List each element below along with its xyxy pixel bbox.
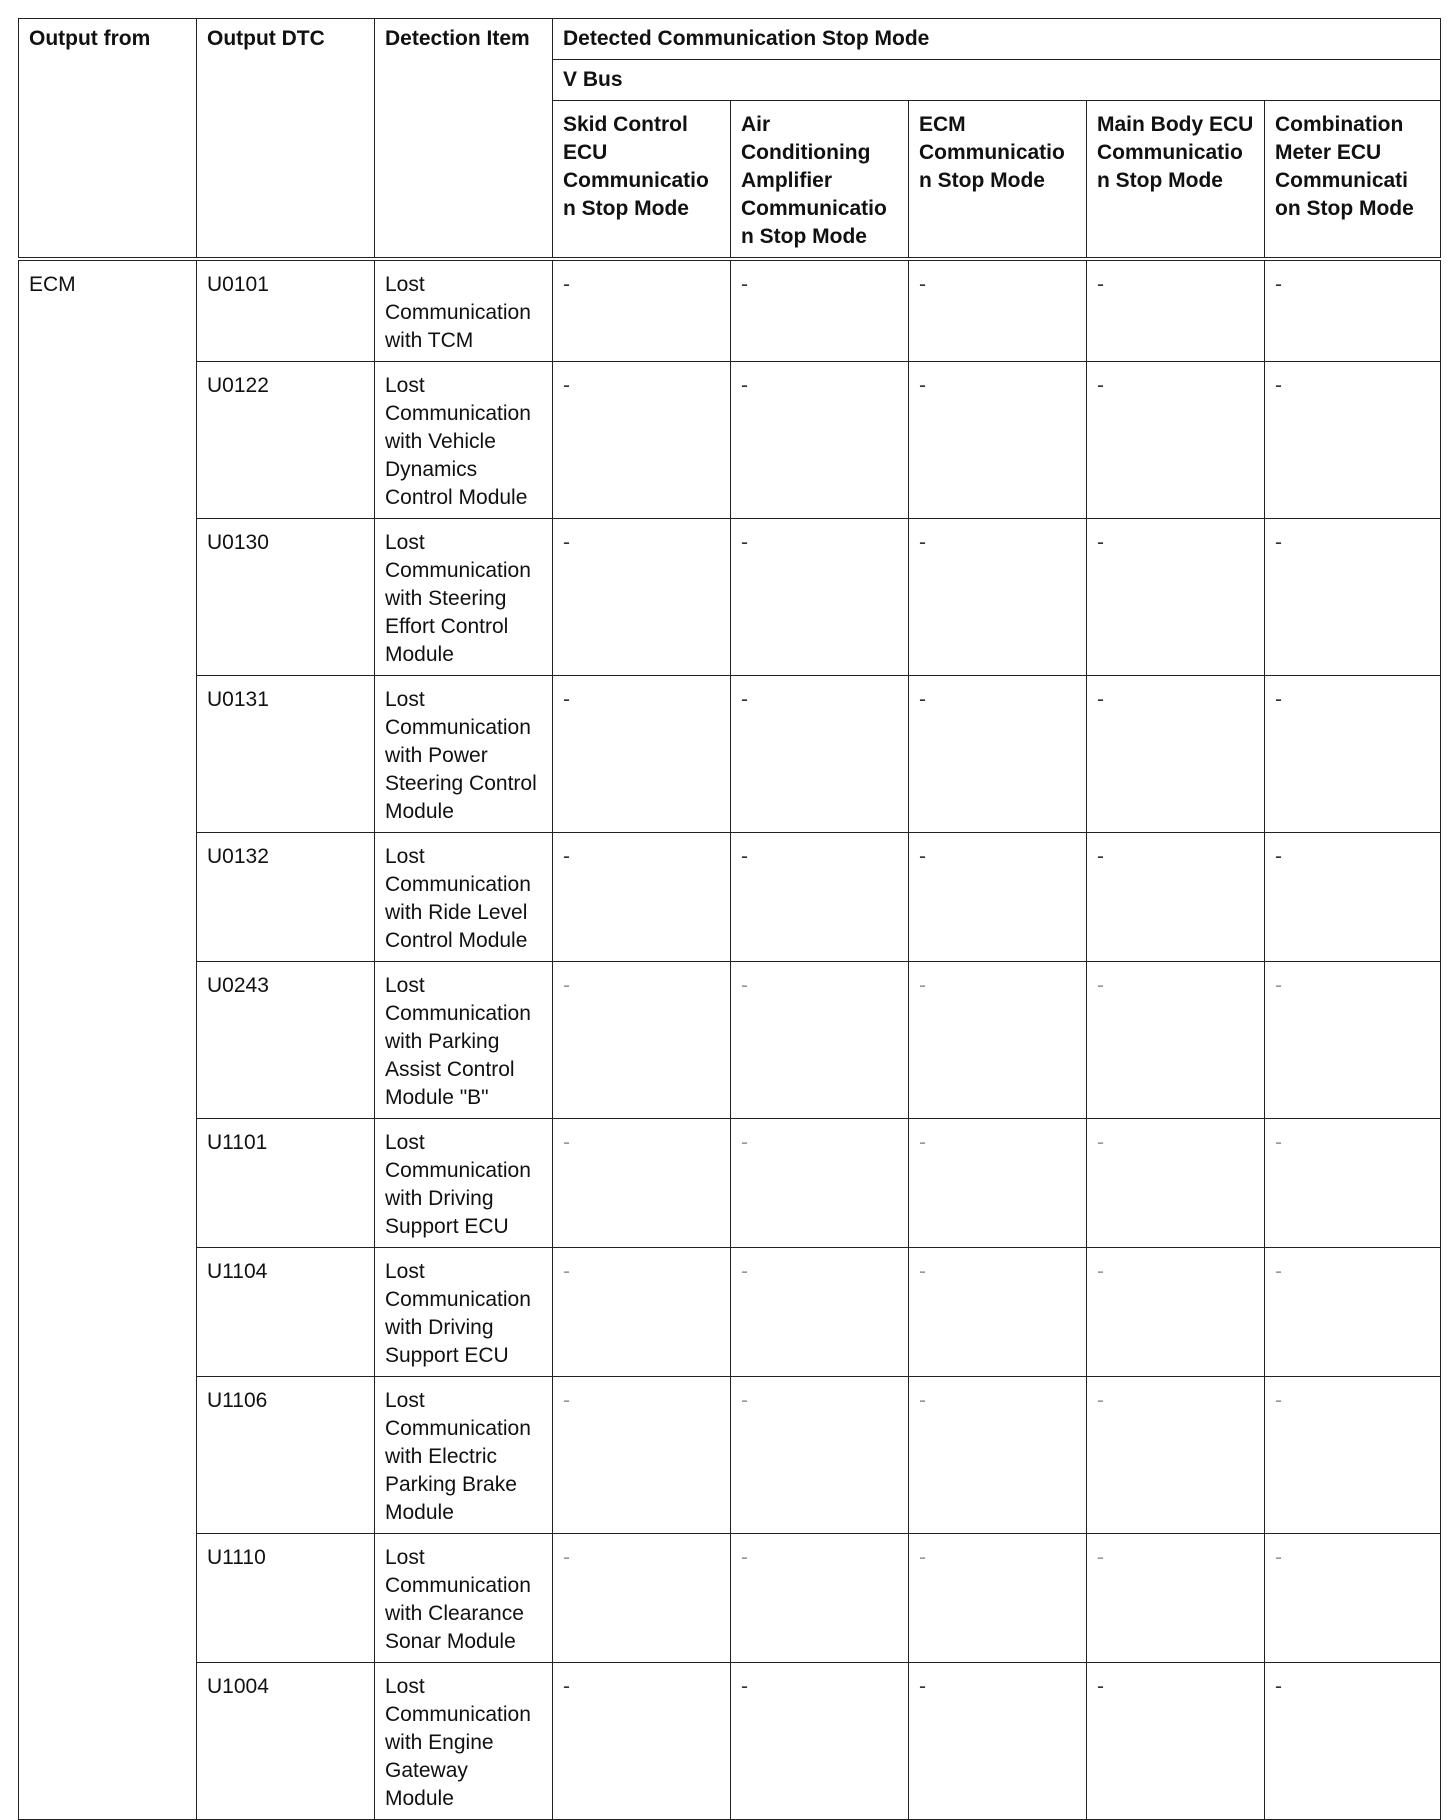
table-row: [19, 519, 1441, 676]
mode-cell: -: [909, 1248, 1087, 1377]
mode-cell: -: [553, 962, 731, 1119]
mode-cell: -: [731, 519, 909, 676]
detection-item-cell: Lost Communication with Engine Gateway Module: [375, 1663, 553, 1820]
table-row: [19, 1534, 1441, 1663]
mode-cell: -: [553, 833, 731, 962]
dtc-cell: U1101: [197, 1119, 375, 1248]
dtc-cell: U1110: [197, 1534, 375, 1663]
mode-cell: -: [1087, 962, 1265, 1119]
table-row: [19, 676, 1441, 833]
mode-cell: -: [909, 259, 1087, 362]
mode-cell: -: [731, 259, 909, 362]
mode-cell: -: [553, 1534, 731, 1663]
table-row: [19, 1377, 1441, 1534]
mode-cell: -: [1265, 833, 1441, 962]
header-output-from: Output from: [19, 19, 197, 260]
mode-cell: -: [731, 1663, 909, 1820]
mode-cell: -: [1265, 1534, 1441, 1663]
output-from-cell: ECM: [19, 259, 197, 1820]
mode-cell: -: [909, 1377, 1087, 1534]
mode-cell: -: [731, 833, 909, 962]
mode-cell: -: [1265, 519, 1441, 676]
mode-cell: -: [553, 1377, 731, 1534]
mode-cell: -: [1087, 1534, 1265, 1663]
header-detected-mode: Detected Communication Stop Mode: [553, 19, 1441, 60]
mode-cell: -: [731, 362, 909, 519]
dtc-cell: U0130: [197, 519, 375, 676]
header-mode-ecm: ECM Communicatio n Stop Mode: [909, 101, 1087, 260]
table-row: [19, 362, 1441, 519]
table-body: [19, 259, 1441, 1820]
table-row: [19, 833, 1441, 962]
mode-cell: -: [1087, 259, 1265, 362]
detection-item-cell: Lost Communication with Clearance Sonar Module: [375, 1534, 553, 1663]
mode-cell: -: [1265, 1663, 1441, 1820]
mode-cell: -: [909, 1663, 1087, 1820]
header-bus: V Bus: [553, 60, 1441, 101]
mode-cell: -: [553, 1663, 731, 1820]
table-row: [19, 259, 1441, 362]
mode-cell: -: [1087, 519, 1265, 676]
mode-cell: -: [1265, 1248, 1441, 1377]
mode-cell: -: [1087, 1663, 1265, 1820]
header-detection-item: Detection Item: [375, 19, 553, 260]
mode-cell: -: [1265, 962, 1441, 1119]
mode-cell: -: [909, 362, 1087, 519]
detection-item-cell: Lost Communication with Ride Level Control Module: [375, 833, 553, 962]
header-mode-skid-control: Skid Control ECU Communicatio n Stop Mode: [553, 101, 731, 260]
mode-cell: -: [909, 962, 1087, 1119]
dtc-cell: U1004: [197, 1663, 375, 1820]
mode-cell: -: [1087, 362, 1265, 519]
mode-cell: -: [1265, 259, 1441, 362]
mode-cell: -: [909, 833, 1087, 962]
mode-cell: -: [909, 1119, 1087, 1248]
header-mode-combination-meter: Combination Meter ECU Communicati on Stop Mode: [1265, 101, 1441, 260]
detection-item-cell: Lost Communication with Driving Support ECU: [375, 1119, 553, 1248]
mode-cell: -: [553, 519, 731, 676]
dtc-cell: U1104: [197, 1248, 375, 1377]
dtc-stop-mode-table: [18, 18, 1441, 1820]
mode-cell: -: [731, 676, 909, 833]
mode-cell: -: [1265, 676, 1441, 833]
dtc-cell: U0122: [197, 362, 375, 519]
detection-item-cell: Lost Communication with Steering Effort Control Module: [375, 519, 553, 676]
mode-cell: -: [553, 676, 731, 833]
detection-item-cell: Lost Communication with Parking Assist Control Module "B": [375, 962, 553, 1119]
mode-cell: -: [1265, 1377, 1441, 1534]
mode-cell: -: [731, 962, 909, 1119]
mode-cell: -: [1265, 1119, 1441, 1248]
mode-cell: -: [909, 676, 1087, 833]
mode-cell: -: [909, 519, 1087, 676]
table-row: [19, 1119, 1441, 1248]
detection-item-cell: Lost Communication with Power Steering Control Module: [375, 676, 553, 833]
mode-cell: -: [553, 259, 731, 362]
header-mode-air-conditioning: Air Conditioning Amplifier Communicatio n Stop Mode: [731, 101, 909, 260]
dtc-cell: U0243: [197, 962, 375, 1119]
mode-cell: -: [731, 1377, 909, 1534]
mode-cell: -: [731, 1534, 909, 1663]
table-row: [19, 1663, 1441, 1820]
mode-cell: -: [553, 1248, 731, 1377]
table-row: [19, 1248, 1441, 1377]
dtc-cell: U0131: [197, 676, 375, 833]
dtc-cell: U0101: [197, 259, 375, 362]
mode-cell: -: [731, 1248, 909, 1377]
detection-item-cell: Lost Communication with Electric Parking Brake Module: [375, 1377, 553, 1534]
table-header: [19, 19, 1441, 260]
mode-cell: -: [553, 1119, 731, 1248]
mode-cell: -: [553, 362, 731, 519]
detection-item-cell: Lost Communication with TCM: [375, 259, 553, 362]
mode-cell: -: [1087, 833, 1265, 962]
table-row: [19, 962, 1441, 1119]
detection-item-cell: Lost Communication with Vehicle Dynamics Control Module: [375, 362, 553, 519]
mode-cell: -: [1087, 1377, 1265, 1534]
dtc-cell: U0132: [197, 833, 375, 962]
mode-cell: -: [1265, 362, 1441, 519]
mode-cell: -: [909, 1534, 1087, 1663]
detection-item-cell: Lost Communication with Driving Support ECU: [375, 1248, 553, 1377]
mode-cell: -: [1087, 1248, 1265, 1377]
mode-cell: -: [1087, 1119, 1265, 1248]
dtc-cell: U1106: [197, 1377, 375, 1534]
header-output-dtc: Output DTC: [197, 19, 375, 260]
mode-cell: -: [731, 1119, 909, 1248]
header-mode-main-body: Main Body ECU Communicatio n Stop Mode: [1087, 101, 1265, 260]
mode-cell: -: [1087, 676, 1265, 833]
